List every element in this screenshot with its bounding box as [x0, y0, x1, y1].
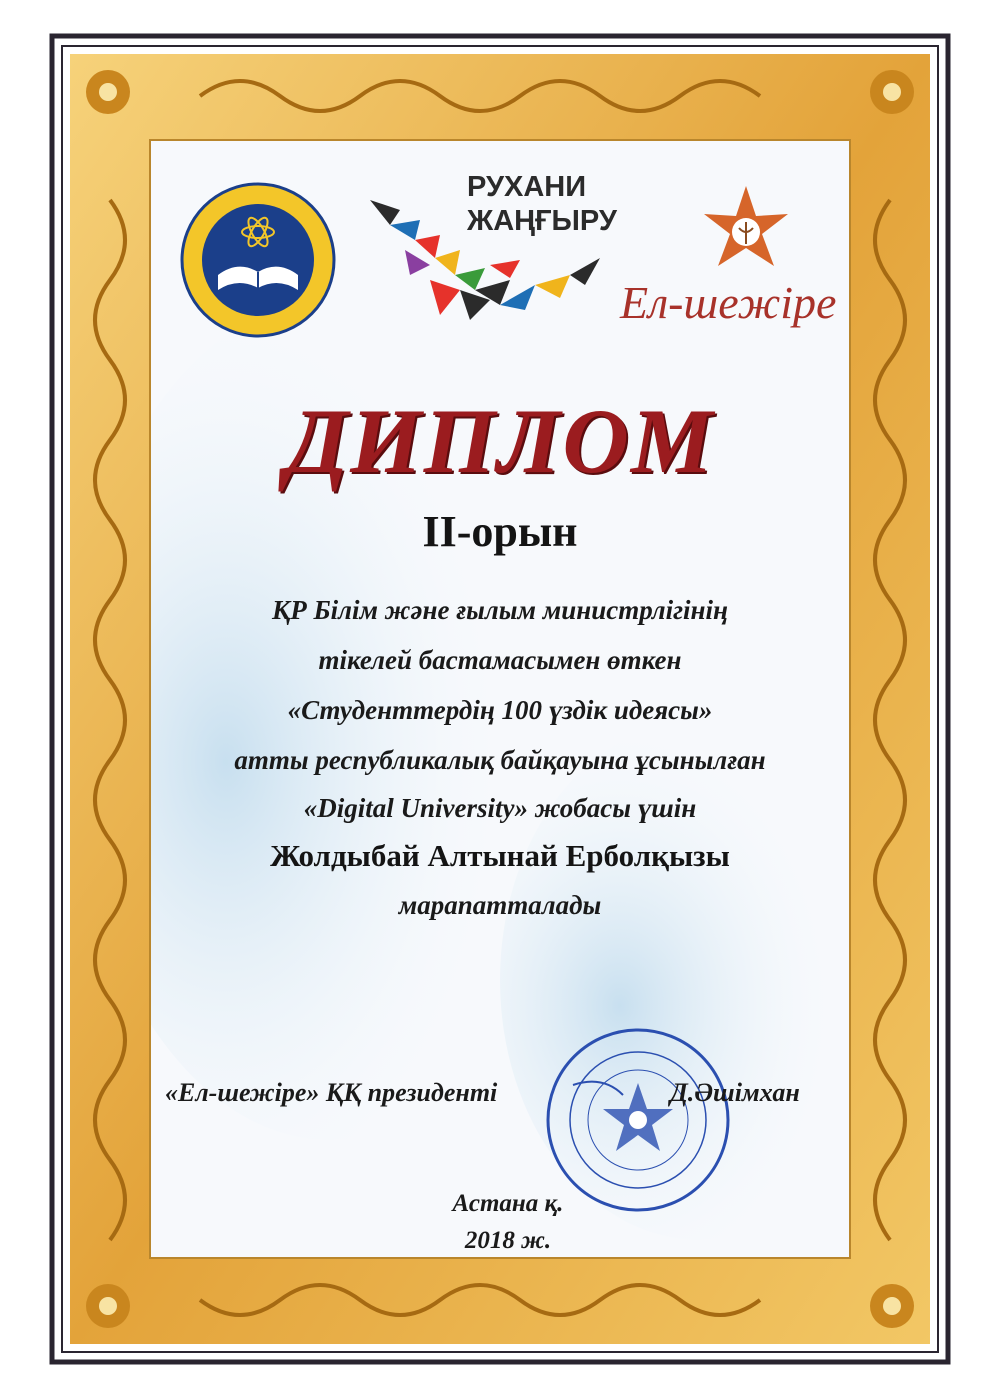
rukhani-line1: РУХАНИ — [467, 171, 587, 203]
el-shezhire-star-logo — [696, 184, 796, 284]
ministry-emblem-logo — [178, 180, 338, 340]
body-line: атты республикалық байқауына ұсынылған — [234, 745, 766, 775]
el-shezhire-wordmark: Ел-шежіре — [620, 277, 837, 328]
signatory-position: «Ел-шежіре» ҚҚ президенті — [165, 1078, 498, 1107]
rukhani-line2: ЖАҢҒЫРУ — [467, 205, 617, 237]
body-line: ҚР Білім және ғылым министрлігінің — [271, 595, 729, 625]
city-label: Астана қ. — [452, 1190, 564, 1217]
signatory-name: Д.Әшімхан — [670, 1078, 800, 1107]
place-award: II-орын — [422, 507, 578, 556]
year-label: 2018 ж. — [464, 1227, 552, 1254]
rukhani-zhangyru-wordmark — [467, 170, 617, 238]
diploma-title: ДИПЛОМ — [285, 390, 715, 492]
awarded-text: марапатталады — [398, 890, 602, 920]
recipient-name: Жолдыбай Алтынай Ерболқызы — [270, 838, 730, 873]
body-line: «Digital University» жобасы үшін — [303, 793, 697, 823]
official-stamp — [543, 1025, 733, 1215]
body-line: тікелей бастамасымен өткен — [318, 645, 682, 675]
body-line: «Студенттердің 100 үздік идеясы» — [287, 695, 713, 725]
